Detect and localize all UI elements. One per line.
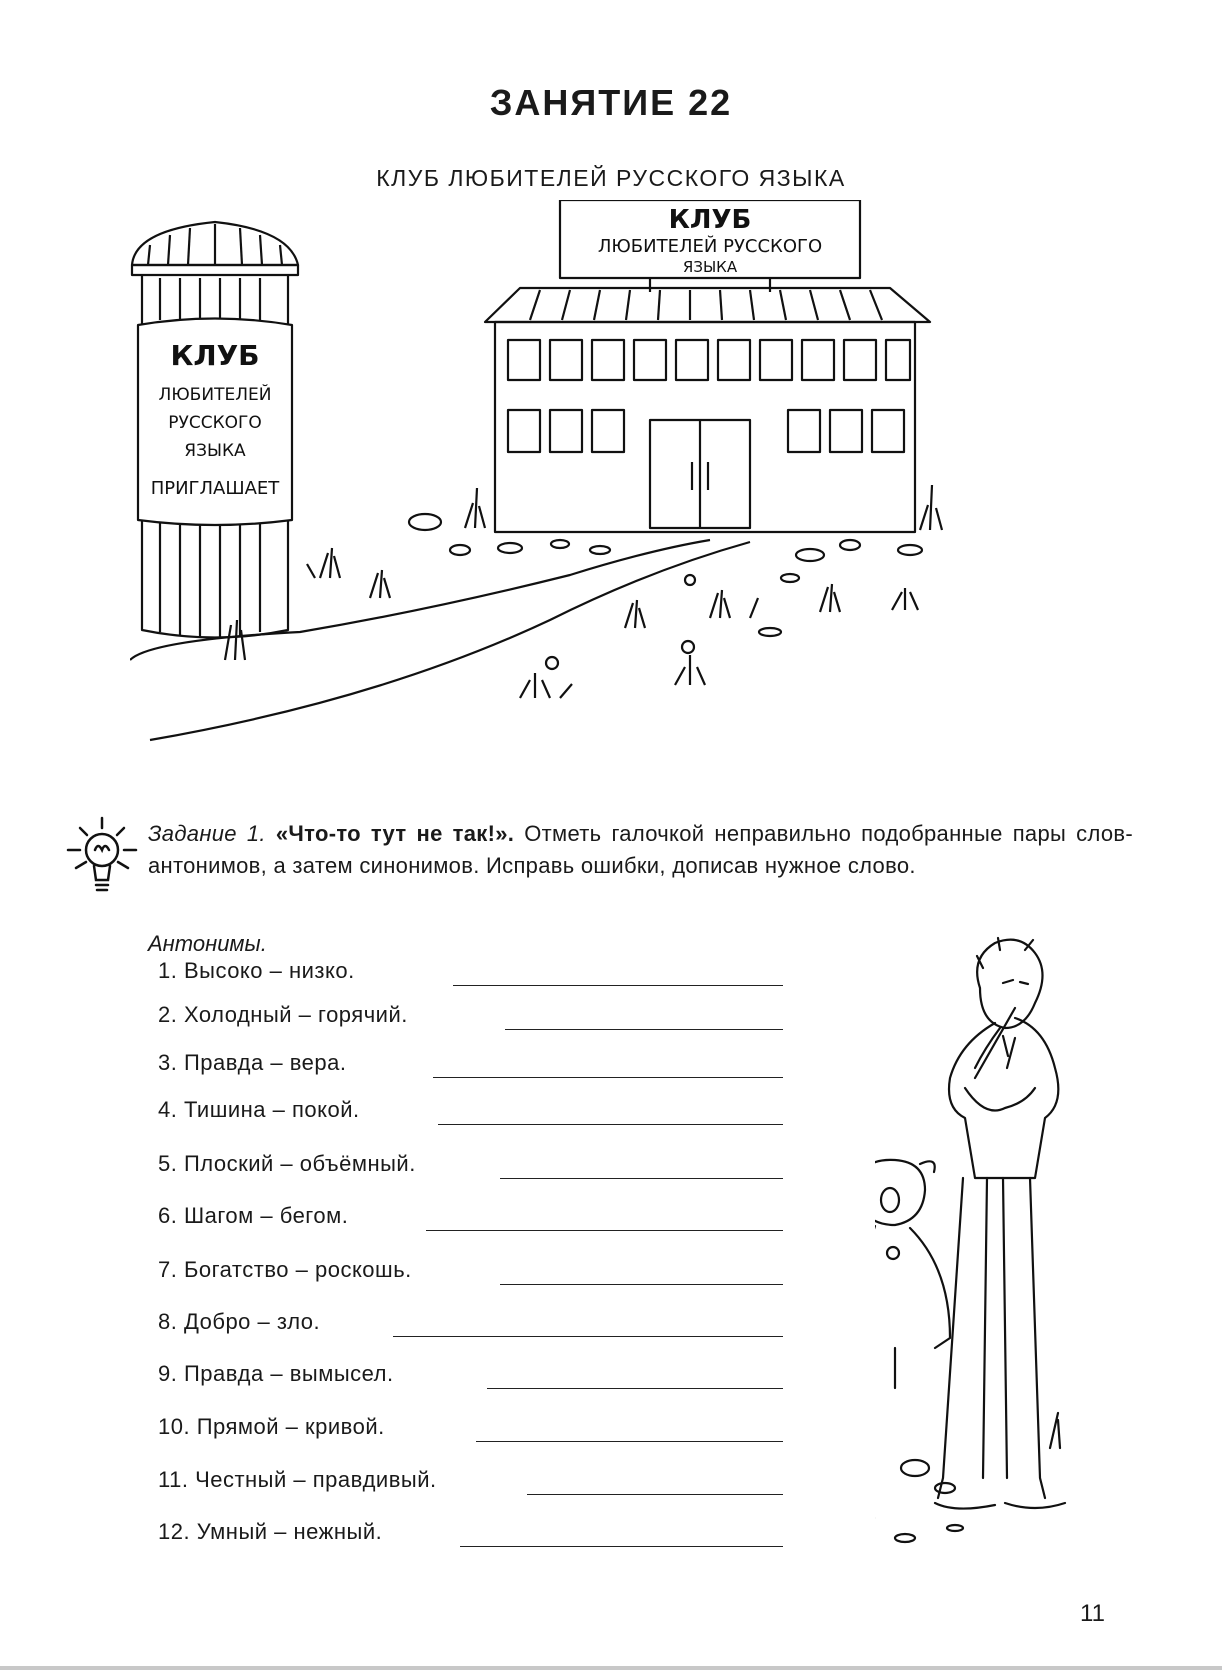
list-item: 6. Шагом – бегом. bbox=[158, 1203, 349, 1228]
answer-line-10[interactable] bbox=[476, 1441, 783, 1442]
building-sign-line3: ЯЗЫКА bbox=[682, 258, 738, 276]
list-item: 4. Тишина – покой. bbox=[158, 1097, 360, 1122]
answer-line-5[interactable] bbox=[500, 1178, 783, 1179]
page-number: 11 bbox=[1080, 1600, 1105, 1627]
list-item: 1. Высоко – низко. bbox=[158, 958, 355, 983]
answer-line-11[interactable] bbox=[527, 1494, 783, 1495]
list-item: 10. Прямой – кривой. bbox=[158, 1414, 385, 1439]
building-sign-title: КЛУБ bbox=[668, 205, 752, 235]
page-subtitle: КЛУБ ЛЮБИТЕЛЕЙ РУССКОГО ЯЗЫКА bbox=[376, 165, 846, 191]
section-label: Антонимы. bbox=[148, 931, 267, 956]
answer-line-6[interactable] bbox=[426, 1230, 783, 1231]
list-item: 5. Плоский – объёмный. bbox=[158, 1151, 416, 1176]
column-poster-title: КЛУБ bbox=[170, 339, 260, 372]
list-item: 12. Умный – нежный. bbox=[158, 1519, 383, 1544]
column-poster-line2: ЛЮБИТЕЛЕЙ bbox=[158, 385, 272, 405]
page-title: ЗАНЯТИЕ 22 bbox=[489, 82, 733, 123]
answer-line-1[interactable] bbox=[453, 985, 783, 986]
page-edge bbox=[0, 1666, 1222, 1670]
answer-line-7[interactable] bbox=[500, 1284, 783, 1285]
list-item: 2. Холодный – горячий. bbox=[158, 1002, 408, 1027]
list-item: 8. Добро – зло. bbox=[158, 1309, 321, 1334]
answer-line-2[interactable] bbox=[505, 1029, 783, 1030]
answer-line-4[interactable] bbox=[438, 1124, 783, 1125]
building-sign-line2: ЛЮБИТЕЛЕЙ РУССКОГО bbox=[597, 236, 823, 257]
list-item: 9. Правда – вымысел. bbox=[158, 1361, 394, 1386]
task-text: Отметь галочкой неправильно подобранные пары слов-антонимов, а затем синонимов. Исправь ошибки, дописав нужное слово. bbox=[148, 821, 1133, 878]
club-illustration bbox=[130, 200, 1010, 800]
answer-line-12[interactable] bbox=[460, 1546, 783, 1547]
answer-line-9[interactable] bbox=[487, 1388, 783, 1389]
column-poster-line3: РУССКОГО bbox=[168, 413, 262, 433]
list-item: 7. Богатство – роскошь. bbox=[158, 1257, 412, 1282]
answer-line-3[interactable] bbox=[433, 1077, 783, 1078]
lightbulb-icon bbox=[62, 812, 142, 912]
boy-with-pencil-drawing bbox=[875, 928, 1115, 1568]
answer-line-8[interactable] bbox=[393, 1336, 783, 1337]
task-number: Задание 1. bbox=[148, 821, 266, 846]
task-instruction bbox=[148, 818, 1133, 882]
column-poster-line4: ЯЗЫКА bbox=[184, 441, 246, 461]
column-poster-line5: ПРИГЛАШАЕТ bbox=[150, 478, 280, 499]
list-item: 11. Честный – правдивый. bbox=[158, 1467, 437, 1492]
task-name: «Что-то тут не так!». bbox=[275, 821, 515, 846]
list-item: 3. Правда – вера. bbox=[158, 1050, 347, 1075]
